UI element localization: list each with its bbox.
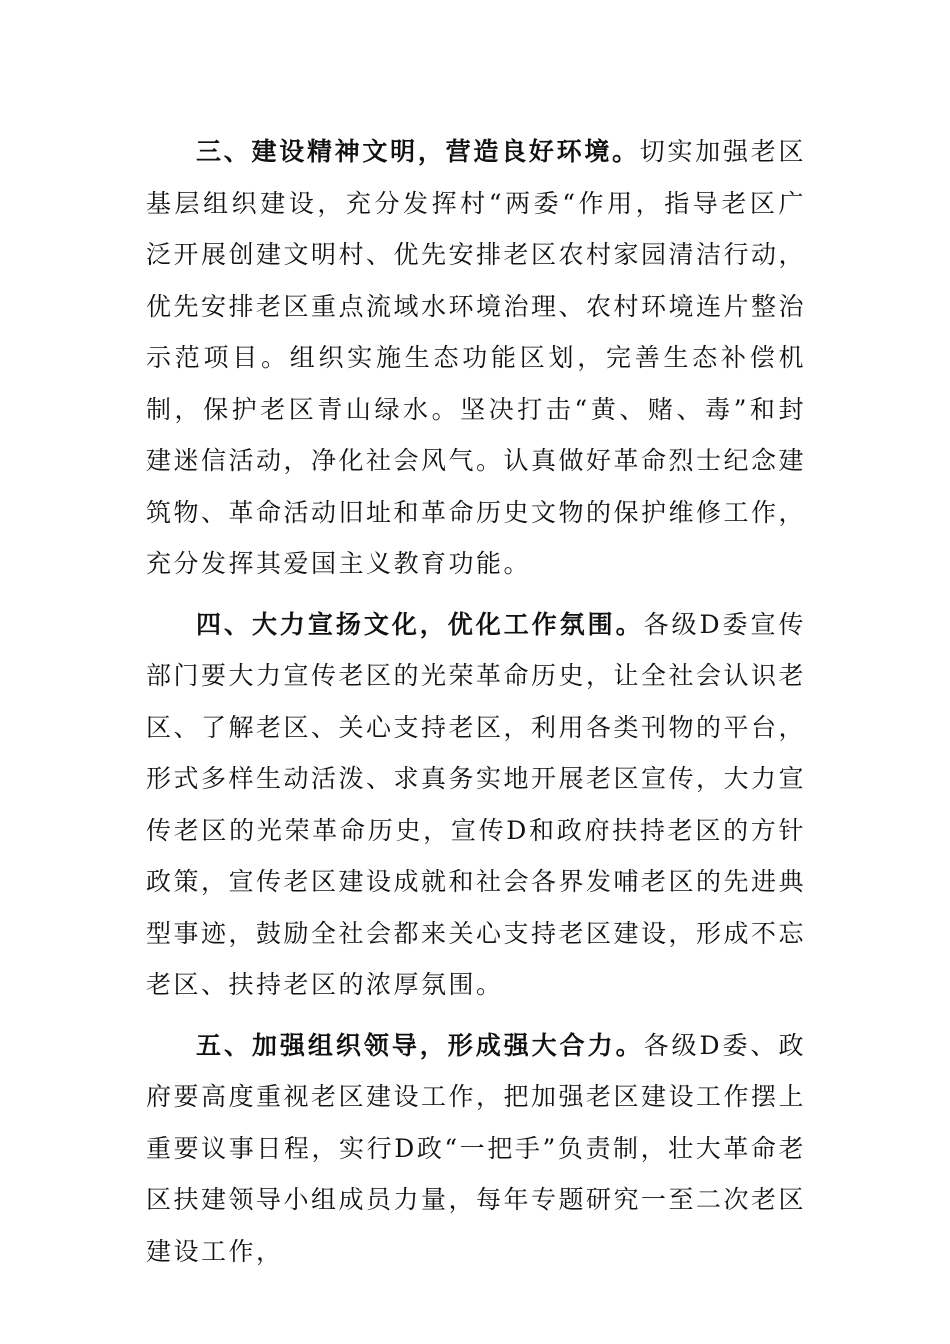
- paragraph-4: [146, 599, 806, 1011]
- document-body: [146, 126, 806, 1277]
- paragraph-text: 切实加强老区基层组织建设，充分发挥村“两委“作用，指导老区广泛开展创建文明村、优先安排老区农村家园清洁行动，优先安排老区重点流域水环境治理、农村环境连片整治示范项目。组织实施生态功能区划，完善生态补偿机制，保护老区青山绿水。坚决打击“黄、赌、毒”和封建迷信活动，净化社会风气。认真做好革命烈士纪念建筑物、革命活动旧址和革命历史文物的保护维修工作，充分发挥其爱国主义教育功能。: [146, 137, 807, 578]
- paragraph-heading: 三、建设精神文明，营造良好环境。: [196, 137, 640, 166]
- paragraph-heading: 四、大力宣扬文化，优化工作氛围。: [196, 609, 644, 639]
- paragraph-heading: 五、加强组织领导，形成强大合力。: [196, 1030, 644, 1060]
- paragraph-5: [146, 1020, 806, 1278]
- paragraph-3: [146, 126, 806, 590]
- paragraph-text: 各级D委宣传部门要大力宣传老区的光荣革命历史，让全社会认识老区、了解老区、关心支持老区，利用各类刊物的平台，形式多样生动活泼、求真务实地开展老区宣传，大力宣传老区的光荣革命历史，宣传D和政府扶持老区的方针政策，宣传老区建设成就和社会各界发哺老区的先进典型事迹，鼓励全社会都来关心支持老区建设，形成不忘老区、扶持老区的浓厚氛围。: [146, 609, 807, 999]
- paragraph-text: 各级D委、政府要高度重视老区建设工作，把加强老区建设工作摆上重要议事日程，实行D政“一把手”负责制，壮大革命老区扶建领导小组成员力量，每年专题研究一至二次老区建设工作，: [146, 1030, 807, 1266]
